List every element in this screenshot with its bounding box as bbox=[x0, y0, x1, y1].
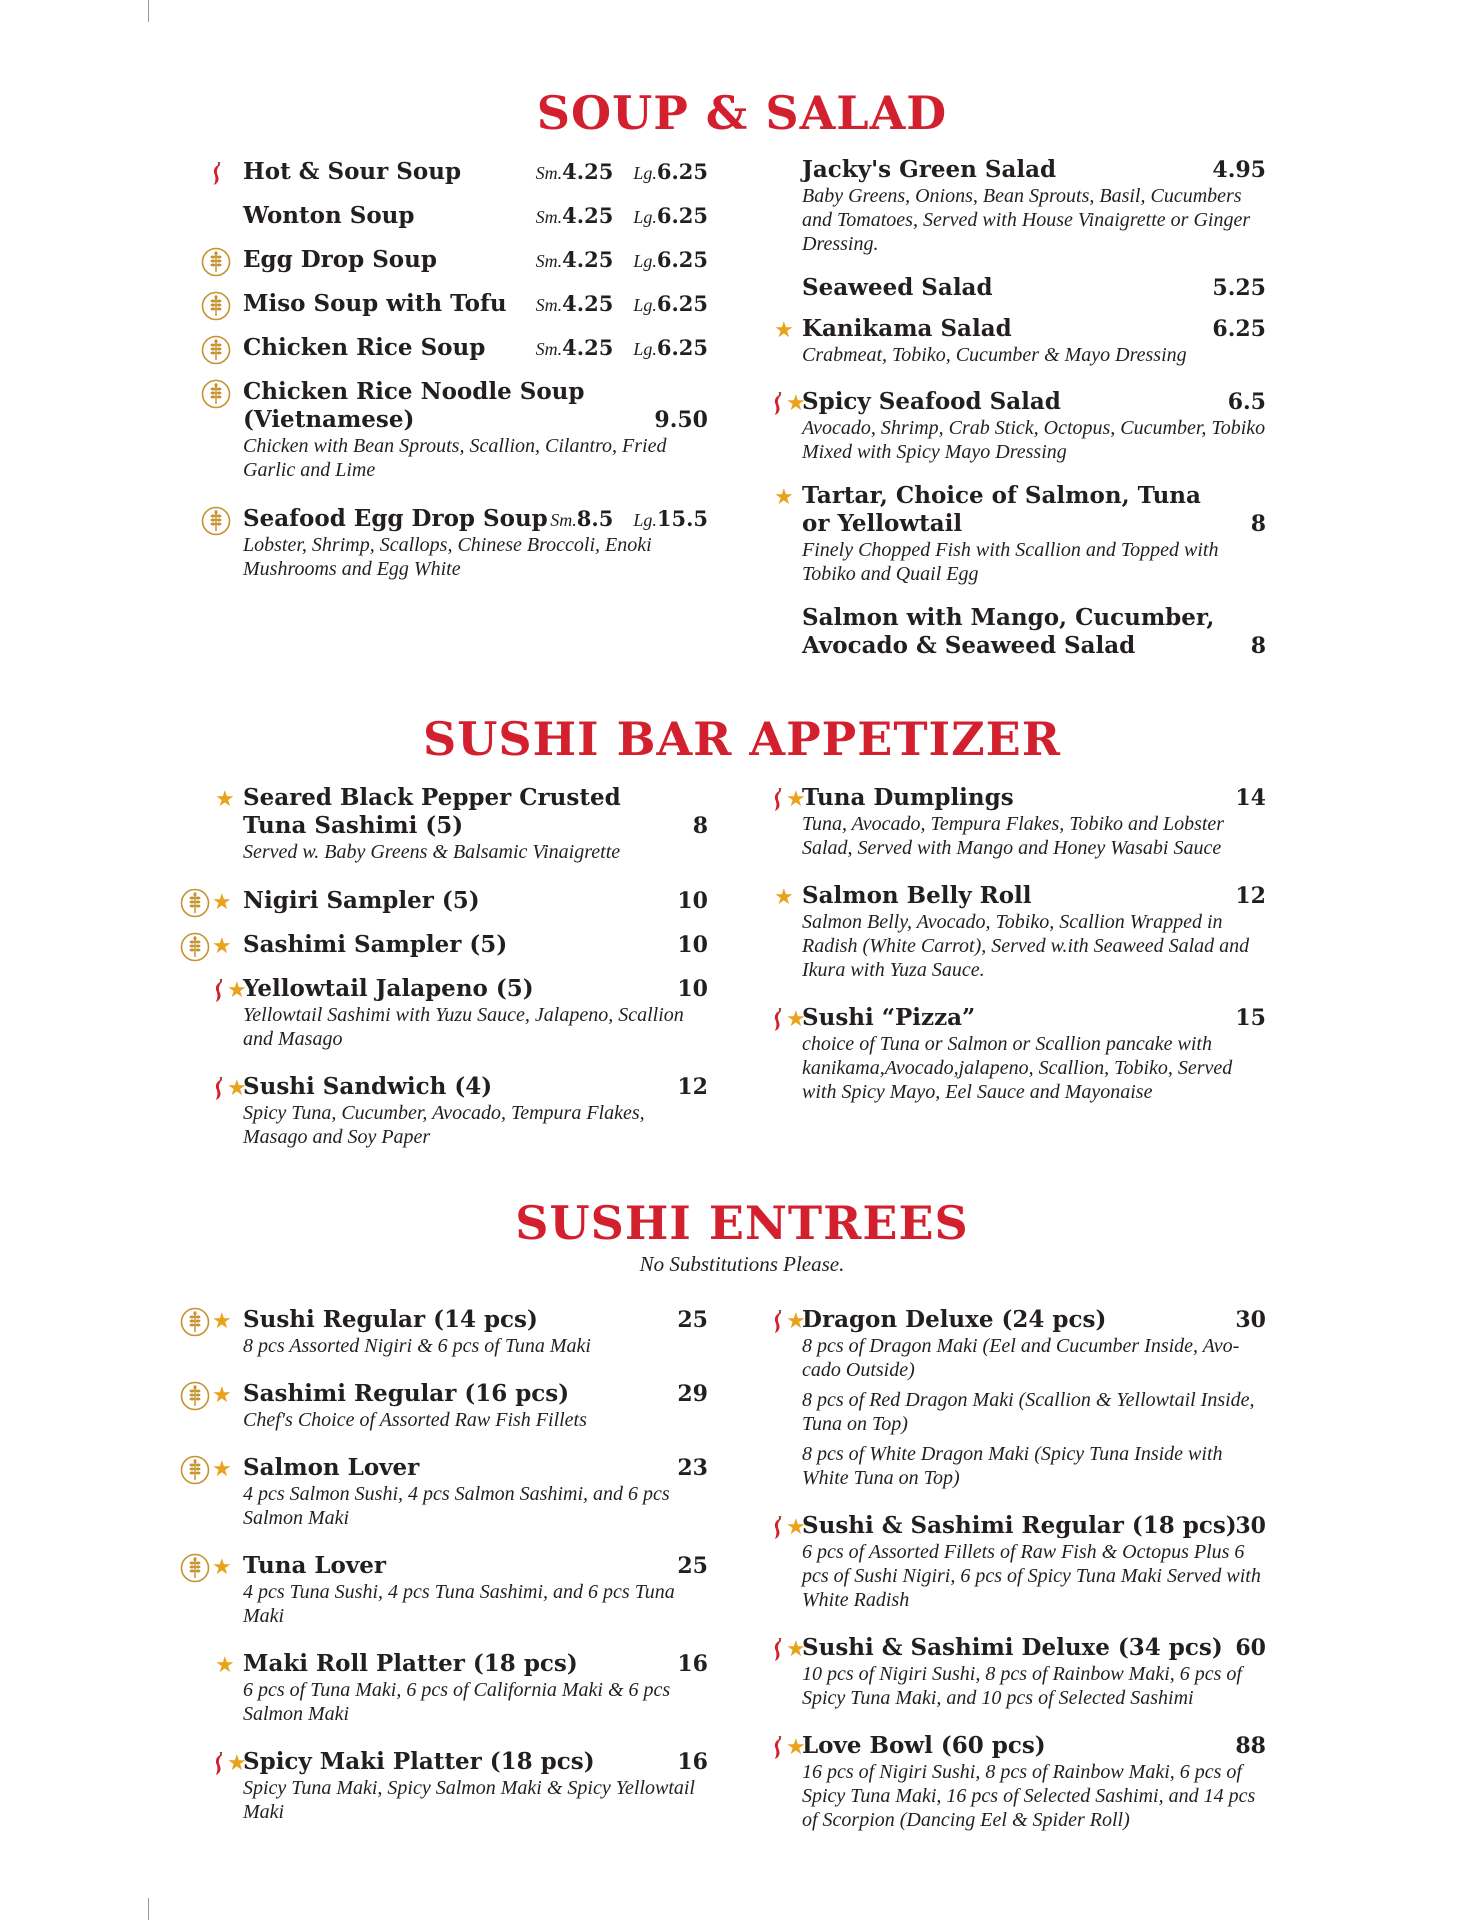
item-price: 10 bbox=[677, 888, 708, 914]
item-sizes: Sm.4.25 Lg.6.25 bbox=[535, 159, 708, 184]
star-icon: ★ bbox=[212, 1309, 232, 1334]
item-name-line1: Salmon with Mango, Cucumber, bbox=[802, 604, 1215, 631]
menu-item-salmon-lover bbox=[212, 1454, 708, 1530]
item-price: 6.5 bbox=[1227, 389, 1266, 415]
menu-item-sushi-sashimi-regular bbox=[786, 1512, 1266, 1612]
item-description: 4 pcs Salmon Sushi, 4 pcs Salmon Sashimi, and 6 pcs Salmon Maki bbox=[243, 1483, 670, 1529]
item-name: Dragon Deluxe (24 pcs) bbox=[802, 1306, 1107, 1333]
star-icon: ★ bbox=[212, 1383, 232, 1408]
menu-item-wonton-soup bbox=[243, 202, 708, 230]
item-description: 6 pcs of Assorted Fillets of Raw Fish & Octopus Plus 6 pcs of Sushi Nigiri, 6 pcs of Spicy Tuna Maki Served with White Radish bbox=[802, 1541, 1261, 1611]
item-description: Tuna, Avocado, Tempura Flakes, Tobiko and Lobster Salad, Served with Mango and Honey Wasabi Sauce bbox=[802, 813, 1225, 859]
item-name-line2: (Vietnamese) bbox=[243, 406, 415, 433]
item-sizes: Sm.4.25 Lg.6.25 bbox=[535, 247, 708, 272]
menu-item-egg-drop-soup bbox=[243, 246, 708, 274]
menu-item-tartar bbox=[774, 482, 1266, 586]
pepper-icon bbox=[213, 1752, 225, 1776]
item-name: Yellowtail Jalapeno (5) bbox=[243, 975, 534, 1002]
item-name: Sashimi Sampler (5) bbox=[243, 931, 508, 958]
menu-item-seared-tuna bbox=[215, 784, 708, 864]
item-sizes: Sm.8.5 Lg.15.5 bbox=[550, 506, 708, 531]
menu-item-chicken-rice-soup bbox=[243, 334, 708, 362]
item-name: Hot & Sour Soup bbox=[243, 158, 462, 185]
item-price: 60 bbox=[1235, 1635, 1266, 1661]
item-name: Seaweed Salad bbox=[802, 274, 993, 301]
gluten-free-icon bbox=[180, 1455, 210, 1485]
menu-item-tuna-dumplings bbox=[786, 784, 1266, 860]
gluten-free-icon bbox=[201, 379, 231, 409]
item-description: 8 pcs of Dragon Maki (Eel and Cucumber Inside, Avo-cado Outside) bbox=[802, 1335, 1240, 1381]
item-name: Spicy Seafood Salad bbox=[802, 388, 1061, 415]
item-description: Chef's Choice of Assorted Raw Fish Fillets bbox=[243, 1409, 587, 1431]
menu-item-miso-soup bbox=[243, 290, 708, 318]
item-name-line1: Tartar, Choice of Salmon, Tuna bbox=[802, 482, 1201, 509]
section-title-soup-salad: SOUP & SALAD bbox=[536, 86, 948, 140]
item-sizes: Sm.4.25 Lg.6.25 bbox=[535, 335, 708, 360]
item-name: Salmon Lover bbox=[243, 1454, 420, 1481]
menu-item-nigiri-sampler bbox=[212, 887, 708, 915]
item-description: choice of Tuna or Salmon or Scallion pancake with kanikama,Avocado,jalapeno, Scallion, Tobiko, Served with Spicy Mayo, Eel Sauce and Mayonaise bbox=[802, 1033, 1233, 1103]
star-icon: ★ bbox=[774, 885, 794, 910]
pepper-icon bbox=[772, 1516, 784, 1540]
item-name: Sushi Regular (14 pcs) bbox=[243, 1306, 538, 1333]
menu-item-seaweed-salad bbox=[802, 274, 1266, 302]
item-price: 15 bbox=[1235, 1005, 1266, 1031]
item-price: 30 bbox=[1235, 1307, 1266, 1333]
item-price: 25 bbox=[677, 1553, 708, 1579]
star-icon: ★ bbox=[212, 890, 232, 915]
crop-mark-top bbox=[148, 0, 149, 22]
star-icon: ★ bbox=[786, 1309, 806, 1334]
item-name-line2: or Yellowtail bbox=[802, 510, 963, 537]
item-name: Wonton Soup bbox=[243, 202, 415, 229]
menu-item-sushi-pizza bbox=[786, 1004, 1266, 1104]
item-description: 4 pcs Tuna Sushi, 4 pcs Tuna Sashimi, and 6 pcs Tuna Maki bbox=[243, 1581, 675, 1627]
item-description: Salmon Belly, Avocado, Tobiko, Scallion Wrapped in Radish (White Carrot), Served w.ith Seaweed Salad and Ikura with Yuza Sauce. bbox=[802, 911, 1250, 981]
item-name: Chicken Rice Soup bbox=[243, 334, 486, 361]
item-price: 16 bbox=[677, 1651, 708, 1677]
item-name: Sashimi Regular (16 pcs) bbox=[243, 1380, 570, 1407]
item-name: Sushi Sandwich (4) bbox=[243, 1073, 493, 1100]
item-name-line2: Avocado & Seaweed Salad bbox=[802, 632, 1136, 659]
star-icon: ★ bbox=[212, 1555, 232, 1580]
menu-item-salmon-belly-roll bbox=[774, 882, 1266, 982]
menu-item-sashimi-regular bbox=[212, 1380, 708, 1432]
item-description-2: 8 pcs of Red Dragon Maki (Scallion & Yellowtail Inside, Tuna on Top) bbox=[802, 1389, 1255, 1435]
item-price: 6.25 bbox=[1212, 316, 1266, 342]
pepper-icon bbox=[772, 1736, 784, 1760]
star-icon: ★ bbox=[786, 391, 806, 416]
star-icon: ★ bbox=[227, 1076, 247, 1101]
item-name-line1: Chicken Rice Noodle Soup bbox=[243, 378, 585, 405]
item-description: Lobster, Shrimp, Scallops, Chinese Broccoli, Enoki Mushrooms and Egg White bbox=[243, 534, 652, 580]
menu-item-salmon-mango bbox=[802, 604, 1266, 660]
star-icon: ★ bbox=[227, 1751, 247, 1776]
item-price: 9.50 bbox=[654, 407, 708, 433]
pepper-icon bbox=[772, 788, 784, 812]
section-title-sushi-entrees: SUSHI ENTREES bbox=[515, 1196, 969, 1250]
item-name: Seafood Egg Drop Soup bbox=[243, 505, 548, 532]
star-icon: ★ bbox=[774, 318, 794, 343]
menu-item-spicy-maki-platter bbox=[227, 1748, 708, 1824]
pepper-icon bbox=[772, 1008, 784, 1032]
item-name: Tuna Dumplings bbox=[802, 784, 1014, 811]
item-name: Jacky's Green Salad bbox=[802, 156, 1057, 183]
item-description: Avocado, Shrimp, Crab Stick, Octopus, Cucumber, Tobiko Mixed with Spicy Mayo Dressing bbox=[802, 417, 1266, 463]
item-price: 25 bbox=[677, 1307, 708, 1333]
gluten-free-icon bbox=[201, 291, 231, 321]
item-description: Baby Greens, Onions, Bean Sprouts, Basil, Cucumbers and Tomatoes, Served with House Vinaigrette or Ginger Dressing. bbox=[802, 185, 1251, 255]
item-price: 14 bbox=[1235, 785, 1266, 811]
star-icon: ★ bbox=[215, 1653, 235, 1678]
item-price: 10 bbox=[677, 976, 708, 1002]
item-name: Salmon Belly Roll bbox=[802, 882, 1032, 909]
menu-item-sushi-regular bbox=[212, 1306, 708, 1358]
item-name: Sushi & Sashimi Regular (18 pcs) bbox=[802, 1512, 1237, 1539]
pepper-icon bbox=[213, 1077, 225, 1101]
item-description: Yellowtail Sashimi with Yuzu Sauce, Jalapeno, Scallion and Masago bbox=[243, 1004, 684, 1050]
item-name: Miso Soup with Tofu bbox=[243, 290, 507, 317]
item-name: Love Bowl (60 pcs) bbox=[802, 1732, 1046, 1759]
item-price: 8 bbox=[1250, 511, 1266, 537]
menu-item-sushi-sashimi-deluxe bbox=[786, 1634, 1266, 1710]
item-price: 8 bbox=[1250, 633, 1266, 659]
section-subtitle: No Substitutions Please. bbox=[639, 1252, 845, 1276]
star-icon: ★ bbox=[215, 787, 235, 812]
star-icon: ★ bbox=[786, 787, 806, 812]
menu-item-kanikama-salad bbox=[774, 315, 1266, 367]
star-icon: ★ bbox=[212, 934, 232, 959]
pepper-icon bbox=[772, 1310, 784, 1334]
menu-item-seafood-egg-drop-soup bbox=[243, 505, 708, 581]
item-description: Spicy Tuna Maki, Spicy Salmon Maki & Spicy Yellowtail Maki bbox=[243, 1777, 695, 1823]
menu-item-chicken-rice-noodle-soup bbox=[243, 378, 708, 482]
gluten-free-icon bbox=[201, 335, 231, 365]
item-description: Crabmeat, Tobiko, Cucumber & Mayo Dressing bbox=[802, 344, 1187, 366]
pepper-icon bbox=[213, 979, 225, 1003]
menu-item-sashimi-sampler bbox=[212, 931, 708, 959]
menu-item-sushi-sandwich bbox=[227, 1073, 708, 1149]
item-name: Spicy Maki Platter (18 pcs) bbox=[243, 1748, 595, 1775]
item-price: 12 bbox=[677, 1074, 708, 1100]
item-description: Served w. Baby Greens & Balsamic Vinaigrette bbox=[243, 841, 621, 863]
item-price: 23 bbox=[677, 1455, 708, 1481]
gluten-free-icon bbox=[180, 1381, 210, 1411]
star-icon: ★ bbox=[786, 1637, 806, 1662]
gluten-free-icon bbox=[180, 1553, 210, 1583]
item-description: Chicken with Bean Sprouts, Scallion, Cilantro, Fried Garlic and Lime bbox=[243, 435, 667, 481]
star-icon: ★ bbox=[786, 1007, 806, 1032]
item-price: 29 bbox=[677, 1381, 708, 1407]
item-name-line1: Seared Black Pepper Crusted bbox=[243, 784, 621, 811]
item-price: 88 bbox=[1235, 1733, 1266, 1759]
item-name-line2: Tuna Sashimi (5) bbox=[243, 812, 464, 839]
gluten-free-icon bbox=[201, 247, 231, 277]
item-description: 16 pcs of Nigiri Sushi, 8 pcs of Rainbow Maki, 6 pcs of Spicy Tuna Maki, 16 pcs of Selected Sashimi, and 14 pcs of Scorpion (Dancing Eel & Spider Roll) bbox=[802, 1761, 1256, 1831]
item-price: 8 bbox=[692, 813, 708, 839]
menu-item-dragon-deluxe bbox=[786, 1306, 1266, 1490]
menu-item-jackys-green-salad bbox=[802, 156, 1266, 256]
menu-item-yellowtail-jalapeno bbox=[227, 975, 708, 1051]
item-sizes: Sm.4.25 Lg.6.25 bbox=[535, 291, 708, 316]
item-price: 12 bbox=[1235, 883, 1266, 909]
pepper-icon bbox=[772, 392, 784, 416]
item-price: 5.25 bbox=[1212, 275, 1266, 301]
menu-item-tuna-lover bbox=[212, 1552, 708, 1628]
item-name: Kanikama Salad bbox=[802, 315, 1012, 342]
item-sizes: Sm.4.25 Lg.6.25 bbox=[535, 203, 708, 228]
menu-item-maki-roll-platter bbox=[215, 1650, 708, 1726]
item-name: Tuna Lover bbox=[243, 1552, 386, 1579]
item-name: Sushi “Pizza” bbox=[802, 1004, 976, 1031]
item-price: 30 bbox=[1235, 1513, 1266, 1539]
menu-item-hot-sour-soup bbox=[243, 158, 708, 186]
item-description: Finely Chopped Fish with Scallion and Topped with Tobiko and Quail Egg bbox=[802, 539, 1219, 585]
star-icon: ★ bbox=[786, 1735, 806, 1760]
item-description: Spicy Tuna, Cucumber, Avocado, Tempura Flakes, Masago and Soy Paper bbox=[243, 1102, 645, 1148]
section-title-sushi-bar: SUSHI BAR APPETIZER bbox=[423, 712, 1061, 766]
gluten-free-icon bbox=[180, 888, 210, 918]
item-name: Maki Roll Platter (18 pcs) bbox=[243, 1650, 578, 1677]
item-description: 6 pcs of Tuna Maki, 6 pcs of California Maki & 6 pcs Salmon Maki bbox=[243, 1679, 671, 1725]
item-price: 10 bbox=[677, 932, 708, 958]
gluten-free-icon bbox=[201, 506, 231, 536]
star-icon: ★ bbox=[786, 1515, 806, 1540]
item-price: 16 bbox=[677, 1749, 708, 1775]
menu-item-love-bowl bbox=[786, 1732, 1266, 1832]
item-name: Egg Drop Soup bbox=[243, 246, 437, 273]
item-name: Nigiri Sampler (5) bbox=[243, 887, 480, 914]
crop-mark-bottom bbox=[148, 1898, 149, 1920]
item-name: Sushi & Sashimi Deluxe (34 pcs) bbox=[802, 1634, 1223, 1661]
item-description-3: 8 pcs of White Dragon Maki (Spicy Tuna Inside with White Tuna on Top) bbox=[802, 1443, 1223, 1489]
pepper-icon bbox=[772, 1638, 784, 1662]
gluten-free-icon bbox=[180, 1307, 210, 1337]
item-description: 10 pcs of Nigiri Sushi, 8 pcs of Rainbow Maki, 6 pcs of Spicy Tuna Maki, and 10 pcs of Selected Sashimi bbox=[802, 1663, 1242, 1709]
gluten-free-icon bbox=[180, 932, 210, 962]
item-price: 4.95 bbox=[1212, 157, 1266, 183]
pepper-icon bbox=[211, 162, 223, 186]
star-icon: ★ bbox=[774, 485, 794, 510]
star-icon: ★ bbox=[212, 1457, 232, 1482]
menu-item-spicy-seafood-salad bbox=[786, 388, 1266, 464]
item-description: 8 pcs Assorted Nigiri & 6 pcs of Tuna Maki bbox=[243, 1335, 591, 1357]
star-icon: ★ bbox=[227, 978, 247, 1003]
